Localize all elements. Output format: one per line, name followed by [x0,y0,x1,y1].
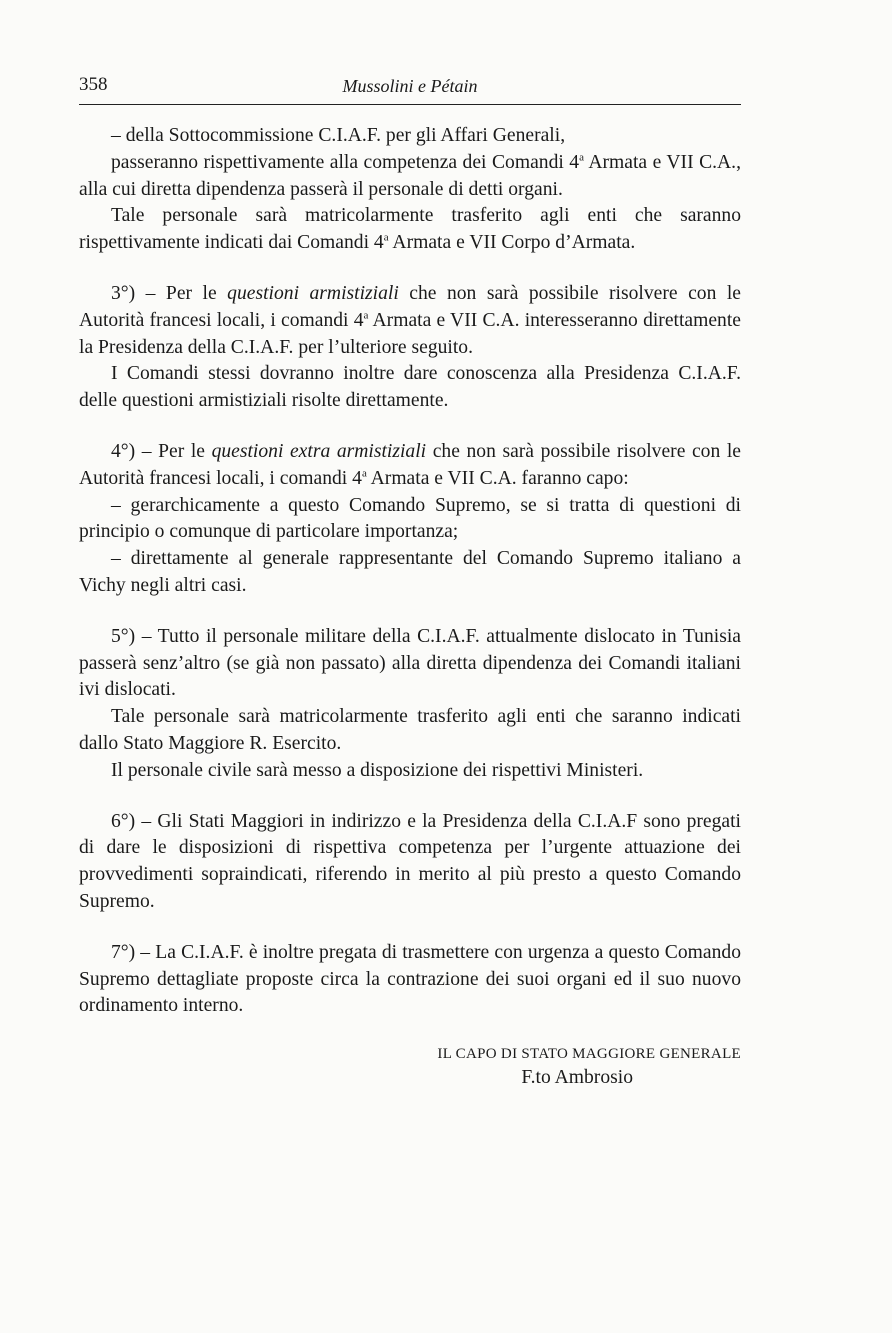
text-run: 3°) – Per le [111,282,228,304]
paragraph-point-7: 7°) – La C.I.A.F. è inoltre pregata di trasmettere con urgenza a questo Comando Supremo dettagliate proposte circa la contrazione dei suoi organi ed il suo nuovo ordinamento interno. [79,941,741,1017]
text-run: 4°) – Per le [111,440,212,462]
text-run: che non sarà possibile risolvere con le Autorità francesi locali, i comandi 4 [79,282,741,331]
paragraph-point-3 [79,281,741,361]
running-title: Mussolini e Pétain [342,76,478,96]
paragraph-tale-personale: Tale personale sarà matricolarmente trasferito agli enti che saranno indicati dallo Stato Maggiore R. Esercito. [79,706,741,754]
paragraph-direttamente: – direttamente al generale rappresentante del Comando Supremo italiano a Vichy negli altri casi. [79,548,741,596]
text-run: Armata e VII C.A. faranno capo: [366,467,629,489]
body-text [79,123,741,1020]
paragraph-point-5: 5°) – Tutto il personale militare della C.I.A.F. attualmente dislocato in Tunisia passerà senz’altro (se già non passato) alla diretta dipendenza dei Comandi italiani ivi dislocati. [79,625,741,701]
text-run: Armata e VII Corpo d’Armata. [388,232,636,254]
paragraph-personale-trasferito [79,203,741,257]
italic-term: questioni armistiziali [227,282,399,304]
superscript: a [579,151,584,164]
running-head [79,70,741,105]
signature-title: IL CAPO DI STATO MAGGIORE GENERALE [437,1046,741,1063]
paragraph-personale-civile: Il personale civile sarà messo a disposizione dei rispettivi Ministeri. [111,759,644,781]
text-run: Armata e VII C.A. interesseranno direttamente la Presidenza della C.I.A.F. per l’ulteriore seguito. [79,309,741,358]
text-run: Armata e VII C.A., alla cui diretta dipendenza passerà il personale di detti organi. [79,151,741,200]
paragraph-competenza [79,150,741,204]
page-number: 358 [79,74,108,95]
text-run: Tale personale sarà matricolarmente trasferito agli enti che saranno rispettivamente indicati dai Comandi 4 [79,205,741,254]
paragraph-point-4 [79,439,741,493]
book-page [79,70,741,1089]
superscript: a [361,467,367,480]
signature-block [79,1046,741,1089]
signature-name: F.to Ambrosio [521,1067,633,1089]
paragraph-gerarchicamente: – gerarchicamente a questo Comando Supremo, se si tratta di questioni di principio o comunque di particolare importanza; [79,494,741,543]
paragraph-point-6: 6°) – Gli Stati Maggiori in indirizzo e la Presidenza della C.I.A.F sono pregati di dare le disposizioni di rispettiva competenza per l’urgente attuazione dei provvedimenti sopraindicati, riferendo in merito al più presto a questo Comando Supremo. [79,810,741,912]
superscript: a [363,309,369,322]
text-run: che non sarà possibile risolvere con le Autorità francesi locali, i comandi 4 [79,440,741,489]
paragraph-comandi-stessi: I Comandi stessi dovranno inoltre dare conoscenza alla Presidenza C.I.A.F. delle questioni armistiziali risolte direttamente. [79,363,741,412]
italic-term: questioni extra armistiziali [211,440,427,462]
paragraph-sottocommissione: – della Sottocommissione C.I.A.F. per gli Affari Generali, [111,125,566,146]
text-run: passeranno rispettivamente alla competenza dei Comandi 4 [111,151,580,173]
superscript: a [383,231,389,244]
